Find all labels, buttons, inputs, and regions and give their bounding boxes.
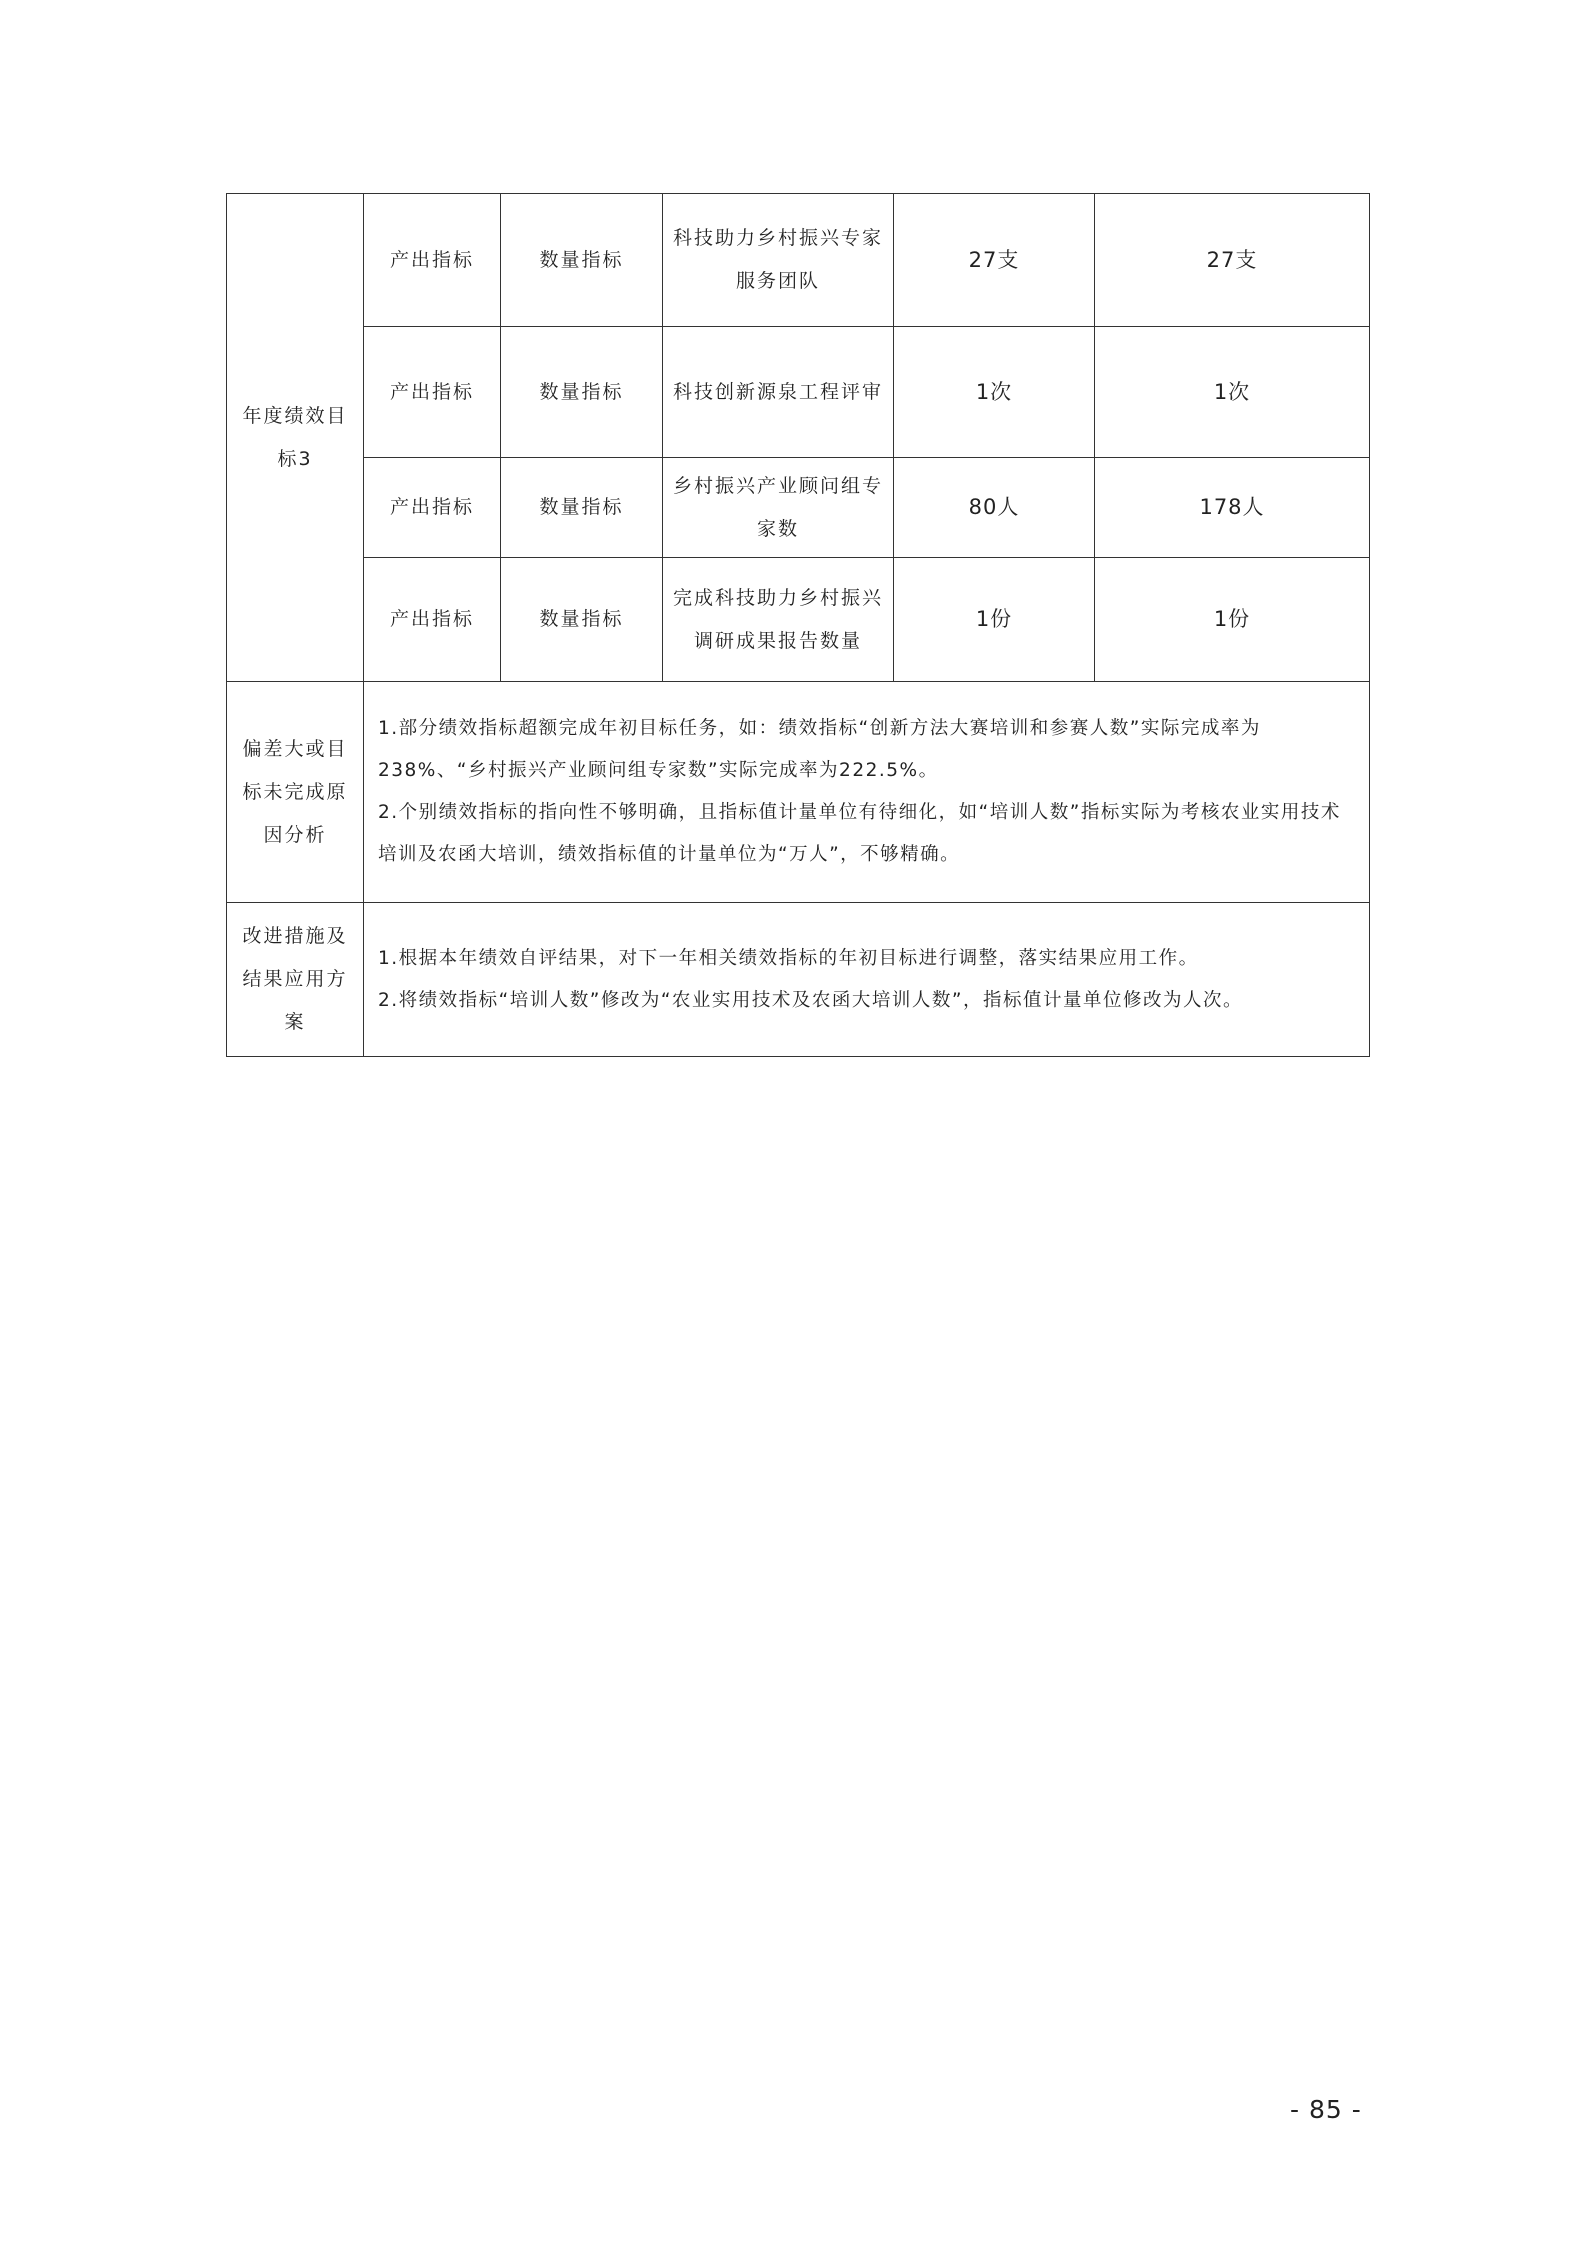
indicator-cell: 完成科技助力乡村振兴调研成果报告数量 <box>663 558 894 682</box>
target-cell: 27支 <box>894 194 1095 327</box>
actual-cell: 27支 <box>1095 194 1370 327</box>
indicator-cell: 科技助力乡村振兴专家服务团队 <box>663 194 894 327</box>
indicator-cell: 乡村振兴产业顾问组专家数 <box>663 458 894 558</box>
level2-cell: 数量指标 <box>501 558 663 682</box>
actual-cell: 1次 <box>1095 327 1370 458</box>
target-cell: 80人 <box>894 458 1095 558</box>
level1-cell: 产出指标 <box>364 458 501 558</box>
deviation-analysis <box>364 682 1370 903</box>
level2-cell: 数量指标 <box>501 327 663 458</box>
deviation-paragraph: 2.个别绩效指标的指向性不够明确，且指标值计量单位有待细化，如“培训人数”指标实际为考核农业实用技术培训及农函大培训，绩效指标值的计量单位为“万人”，不够精确。 <box>378 802 1341 865</box>
level1-cell: 产出指标 <box>364 327 501 458</box>
table-row <box>227 458 1370 558</box>
improvement-label: 改进措施及结果应用方案 <box>227 903 364 1057</box>
group-label-cell: 年度绩效目标3 <box>227 194 364 682</box>
actual-cell: 1份 <box>1095 558 1370 682</box>
deviation-label: 偏差大或目标未完成原因分析 <box>227 682 364 903</box>
improvement-plan <box>364 903 1370 1057</box>
target-cell: 1份 <box>894 558 1095 682</box>
improvement-paragraph: 1.根据本年绩效自评结果，对下一年相关绩效指标的年初目标进行调整，落实结果应用工作。 <box>378 947 1199 969</box>
improvement-row <box>227 903 1370 1057</box>
table-row <box>227 327 1370 458</box>
improvement-paragraph: 2.将绩效指标“培训人数”修改为“农业实用技术及农函大培训人数”，指标值计量单位修改为人次。 <box>378 989 1243 1011</box>
deviation-row <box>227 682 1370 903</box>
actual-cell: 178人 <box>1095 458 1370 558</box>
table-row <box>227 194 1370 327</box>
level2-cell: 数量指标 <box>501 194 663 327</box>
performance-table <box>226 193 1370 1057</box>
level1-cell: 产出指标 <box>364 194 501 327</box>
level2-cell: 数量指标 <box>501 458 663 558</box>
deviation-paragraph: 1.部分绩效指标超额完成年初目标任务，如：绩效指标“创新方法大赛培训和参赛人数”实际完成率为238%、“乡村振兴产业顾问组专家数”实际完成率为222.5%。 <box>378 718 1261 781</box>
level1-cell: 产出指标 <box>364 558 501 682</box>
page-number: - 85 - <box>1290 2095 1362 2124</box>
indicator-cell: 科技创新源泉工程评审 <box>663 327 894 458</box>
target-cell: 1次 <box>894 327 1095 458</box>
table-row <box>227 558 1370 682</box>
